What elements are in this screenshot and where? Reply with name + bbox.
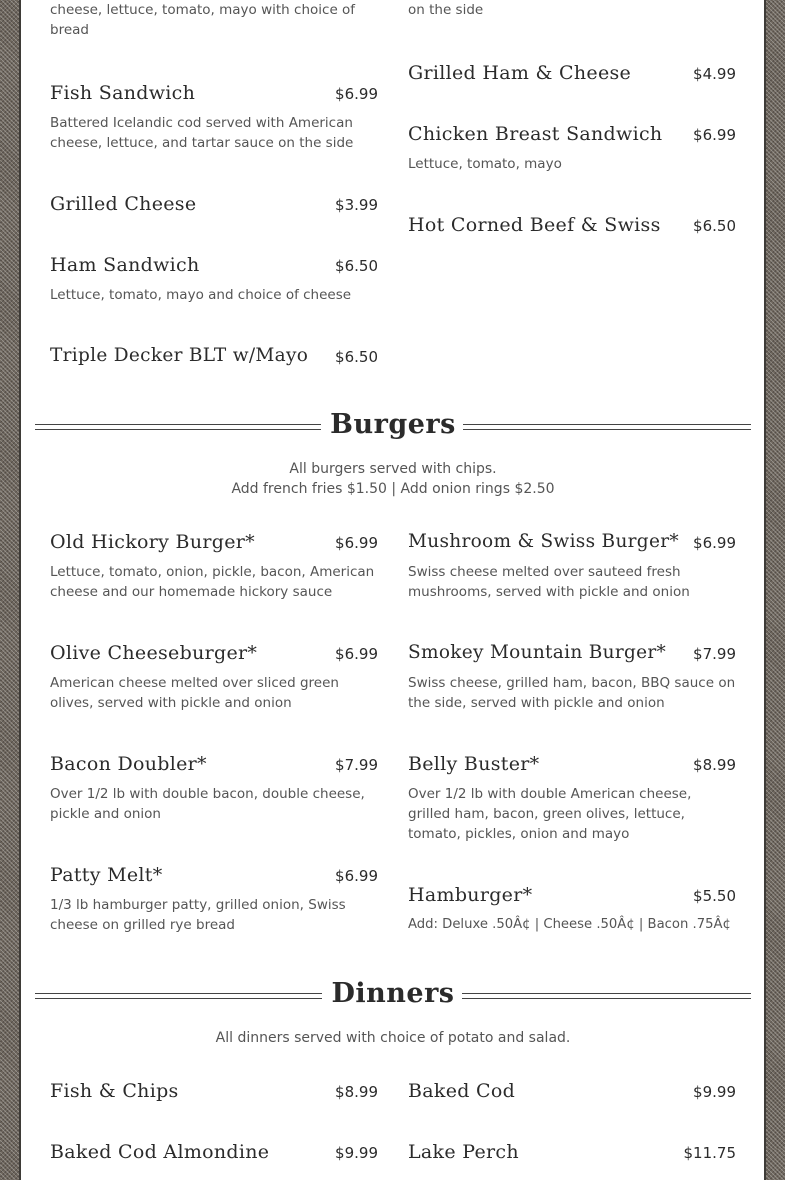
item-description: cheese, lettuce, tomato, mayo with choice of bread [50, 2, 356, 38]
item-name: Grilled Cheese [50, 193, 197, 215]
item-name: Baked Cod [408, 1080, 516, 1102]
item-name: Triple Decker BLT w/Mayo [50, 345, 309, 366]
item-description: on the side [408, 2, 484, 18]
menu-item [50, 751, 378, 824]
menu-item [50, 529, 378, 602]
item-description: Over 1/2 lb with double bacon, double cheese, pickle and onion [50, 786, 365, 822]
menu-item [408, 60, 736, 90]
menu-item [408, 882, 736, 935]
menu-item [50, 640, 378, 713]
item-name: Patty Melt* [50, 864, 163, 886]
item-price: $9.99 [693, 1083, 736, 1101]
item-price: $6.99 [693, 126, 736, 144]
item-name: Mushroom & Swiss Burger* [408, 531, 679, 552]
item-price: $8.99 [335, 1083, 378, 1101]
item-price: $11.75 [683, 1144, 736, 1162]
item-price: $7.99 [693, 645, 736, 663]
item-price: $5.50 [693, 887, 736, 905]
menu-item [408, 751, 736, 844]
item-description: American cheese melted over sliced green olives, served with pickle and onion [50, 675, 339, 711]
menu-item [408, 0, 736, 20]
item-name: Olive Cheeseburger* [50, 642, 258, 664]
item-price: $7.99 [335, 756, 378, 774]
item-name: Lake Perch [408, 1141, 519, 1163]
item-description: Swiss cheese melted over sauteed fresh mushrooms, served with pickle and onion [408, 564, 690, 600]
item-price: $6.99 [693, 534, 736, 552]
item-price: $6.50 [335, 257, 378, 275]
item-price: $3.99 [335, 196, 378, 214]
item-name: Smokey Mountain Burger* [408, 642, 667, 663]
section-title: Burgers [330, 409, 456, 440]
item-description: Swiss cheese, grilled ham, bacon, BBQ sauce on the side, served with pickle and onion [408, 675, 736, 711]
item-name: Ham Sandwich [50, 254, 200, 276]
item-name: Grilled Ham & Cheese [408, 62, 632, 84]
item-description: Lettuce, tomato, onion, pickle, bacon, American cheese and our homemade hickory sauce [50, 564, 375, 600]
menu-item [408, 640, 736, 713]
menu-item [408, 121, 736, 174]
menu-item [50, 343, 378, 373]
item-name: Belly Buster* [408, 753, 540, 775]
item-name: Baked Cod Almondine [50, 1141, 270, 1163]
item-name: Chicken Breast Sandwich [408, 123, 663, 145]
menu-item [50, 1078, 378, 1108]
menu-item [50, 0, 378, 40]
menu-item [50, 191, 378, 221]
item-description: Battered Icelandic cod served with American cheese, lettuce, and tartar sauce on the side [50, 115, 354, 151]
item-description: Lettuce, tomato, mayo [408, 156, 562, 172]
item-price: $8.99 [693, 756, 736, 774]
item-description: 1/3 lb hamburger patty, grilled onion, Swiss cheese on grilled rye bread [50, 897, 346, 933]
item-price: $6.50 [335, 348, 378, 366]
dinners-section-header [35, 974, 751, 1014]
item-description: Add: Deluxe .50Â¢ | Cheese .50Â¢ | Bacon .75Â¢ [408, 917, 731, 932]
menu-item [408, 1078, 736, 1108]
section-note: All dinners served with choice of potato and salad. [215, 1030, 571, 1046]
menu-item [408, 212, 736, 242]
item-name: Hot Corned Beef & Swiss [408, 214, 661, 236]
item-name: Hamburger* [408, 884, 533, 906]
item-name: Bacon Doubler* [50, 753, 207, 775]
item-description: Lettuce, tomato, mayo and choice of cheese [50, 287, 352, 303]
item-name: Old Hickory Burger* [50, 531, 255, 553]
burgers-section-header [35, 405, 751, 445]
item-price: $6.50 [693, 217, 736, 235]
section-note [35, 459, 751, 499]
menu-item [408, 529, 736, 602]
note-line: Add french fries $1.50 | Add onion rings $2.50 [231, 481, 555, 497]
item-price: $6.99 [335, 645, 378, 663]
item-price: $9.99 [335, 1144, 378, 1162]
item-description: Over 1/2 lb with double American cheese, grilled ham, bacon, green olives, lettuce, tomato, pickles, onion and mayo [408, 786, 692, 842]
item-name: Fish Sandwich [50, 82, 196, 104]
item-price: $4.99 [693, 65, 736, 83]
item-name: Fish & Chips [50, 1080, 179, 1102]
item-price: $6.99 [335, 867, 378, 885]
menu-item [50, 1139, 378, 1169]
menu-item [50, 252, 378, 305]
item-price: $6.99 [335, 534, 378, 552]
menu-page [19, 0, 766, 1180]
item-price: $6.99 [335, 85, 378, 103]
section-title: Dinners [331, 978, 455, 1009]
note-line: All burgers served with chips. [289, 461, 497, 477]
menu-item [408, 1139, 736, 1169]
menu-item [50, 862, 378, 935]
menu-item [50, 80, 378, 153]
